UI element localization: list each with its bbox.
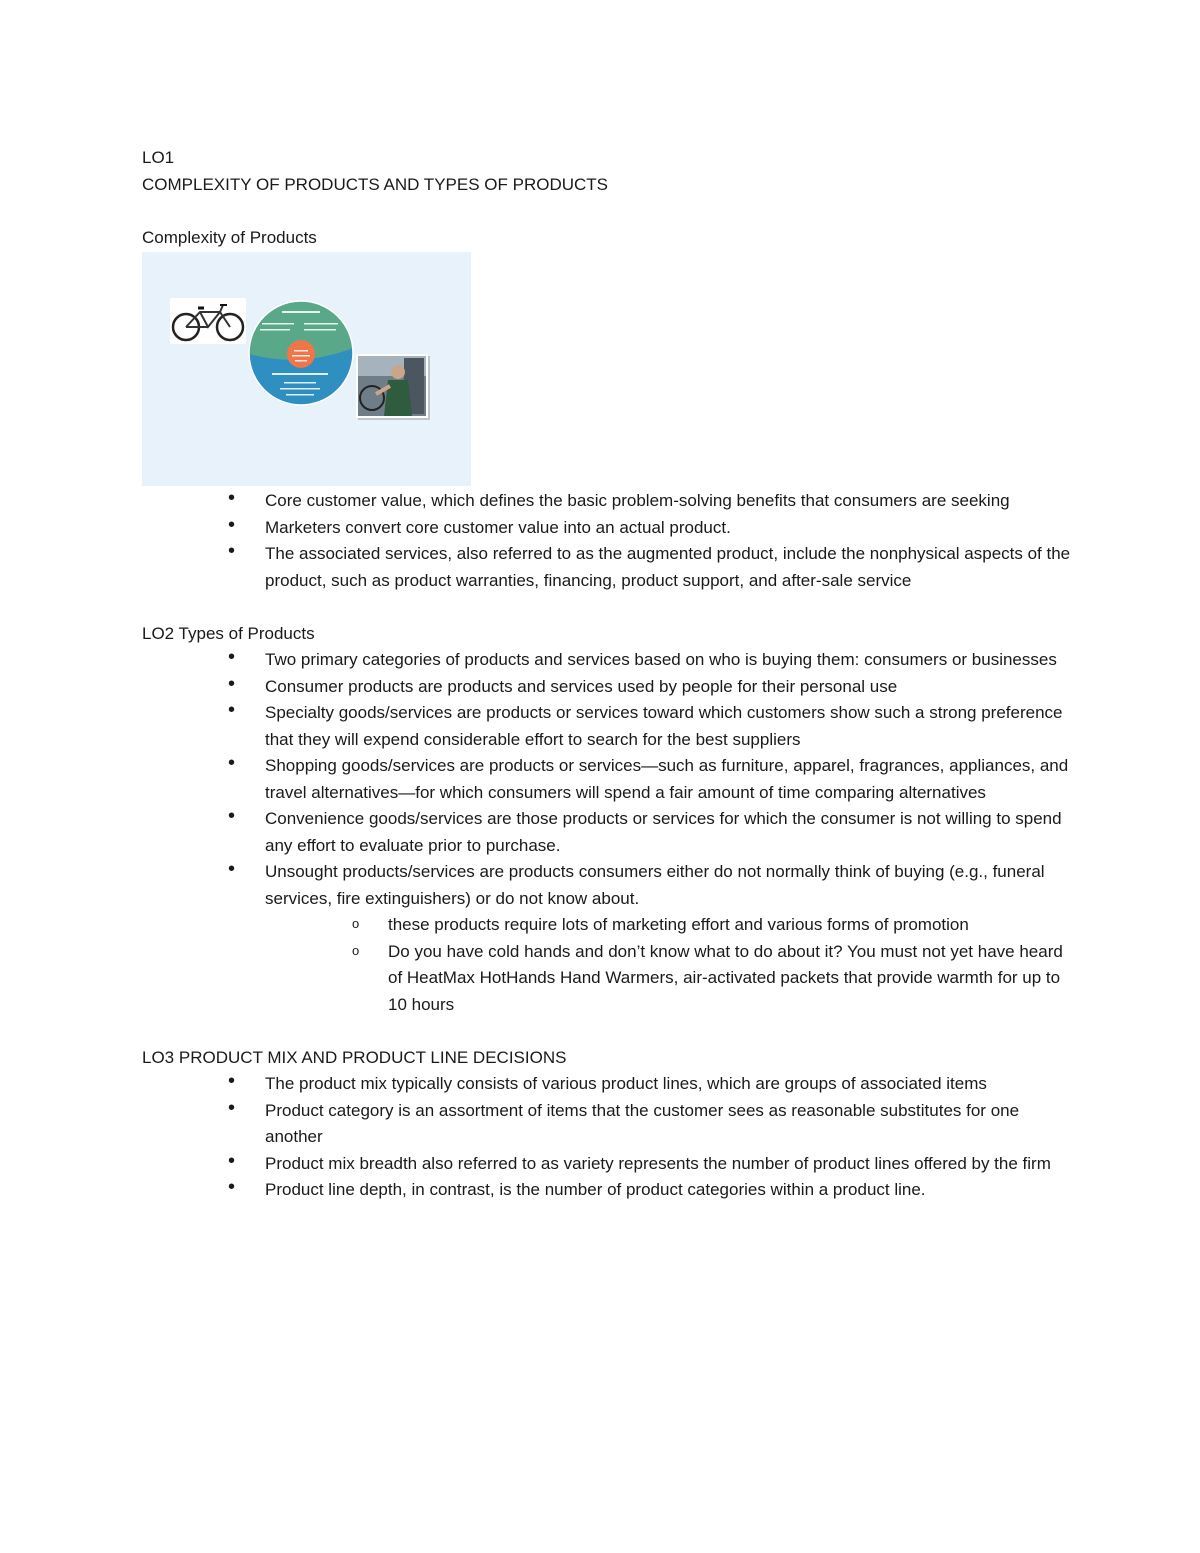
- lo1-bullet-list: [142, 488, 1072, 594]
- list-item: • Convenience goods/services are those products or services for which the consumer is not willing to spend any effort to evaluate prior to purchase.: [265, 806, 1072, 859]
- lo3-heading: LO3 PRODUCT MIX AND PRODUCT LINE DECISIONS: [142, 1047, 567, 1067]
- lo3-bullet-list: [142, 1071, 1072, 1204]
- list-item: • Specialty goods/services are products or services toward which customers show such a strong preference that they will expend considerable effort to search for the best suppliers: [265, 700, 1072, 753]
- lo2-heading: LO2 Types of Products: [142, 623, 315, 643]
- lo1-label: LO1: [142, 148, 175, 167]
- list-item: • Shopping goods/services are products or services—such as furniture, apparel, fragrances, appliances, and travel alternatives—for which consumers will spend a fair amount of time comparing alternatives: [265, 753, 1072, 806]
- list-item: • The associated services, also referred to as the augmented product, include the nonphysical aspects of the product, such as product warranties, financing, product support, and after-sale service: [265, 541, 1072, 594]
- list-item: • Product mix breadth also referred to as variety represents the number of product lines offered by the firm: [265, 1151, 1072, 1178]
- lo2-bullet-list: [142, 647, 1072, 912]
- list-item: • Two primary categories of products and services based on who is buying them: consumers or businesses: [265, 647, 1072, 674]
- list-item: • Core customer value, which defines the basic problem-solving benefits that consumers are seeking: [265, 488, 1072, 515]
- sub-list-item: o Do you have cold hands and don’t know what to do about it? You must not yet have heard of HeatMax HotHands Hand Warmers, air-activated packets that provide warmth for up to 10 hours: [388, 939, 1072, 1019]
- list-item: • The product mix typically consists of various product lines, which are groups of associated items: [265, 1071, 1072, 1098]
- spacer: [142, 198, 1072, 225]
- list-item: • Consumer products are products and services used by people for their personal use: [265, 674, 1072, 701]
- list-item: • Product category is an assortment of items that the customer sees as reasonable substitutes for one another: [265, 1098, 1072, 1151]
- list-item: • Marketers convert core customer value into an actual product.: [265, 515, 1072, 542]
- document-body: [142, 145, 1072, 1204]
- bike-technician-photo: [356, 354, 430, 420]
- bicycle-image: [170, 298, 246, 344]
- lo2-sublist-wrapper: [142, 912, 1072, 1018]
- complexity-heading: Complexity of Products: [142, 227, 317, 247]
- product-levels-diagram: [244, 296, 358, 410]
- lo1-title: COMPLEXITY OF PRODUCTS AND TYPES OF PRODUCTS: [142, 174, 608, 194]
- spacer: [142, 594, 1072, 621]
- product-complexity-figure: [142, 252, 471, 486]
- sub-list-item: o these products require lots of marketing effort and various forms of promotion: [388, 912, 1072, 939]
- lo2-subbullet-list: [265, 912, 1072, 1018]
- sublist-container: [265, 912, 1072, 1018]
- spacer: [142, 1018, 1072, 1045]
- list-item: • Unsought products/services are products consumers either do not normally think of buying (e.g., funeral services, fire extinguishers) or do not know about.: [265, 859, 1072, 912]
- list-item: • Product line depth, in contrast, is the number of product categories within a product line.: [265, 1177, 1072, 1204]
